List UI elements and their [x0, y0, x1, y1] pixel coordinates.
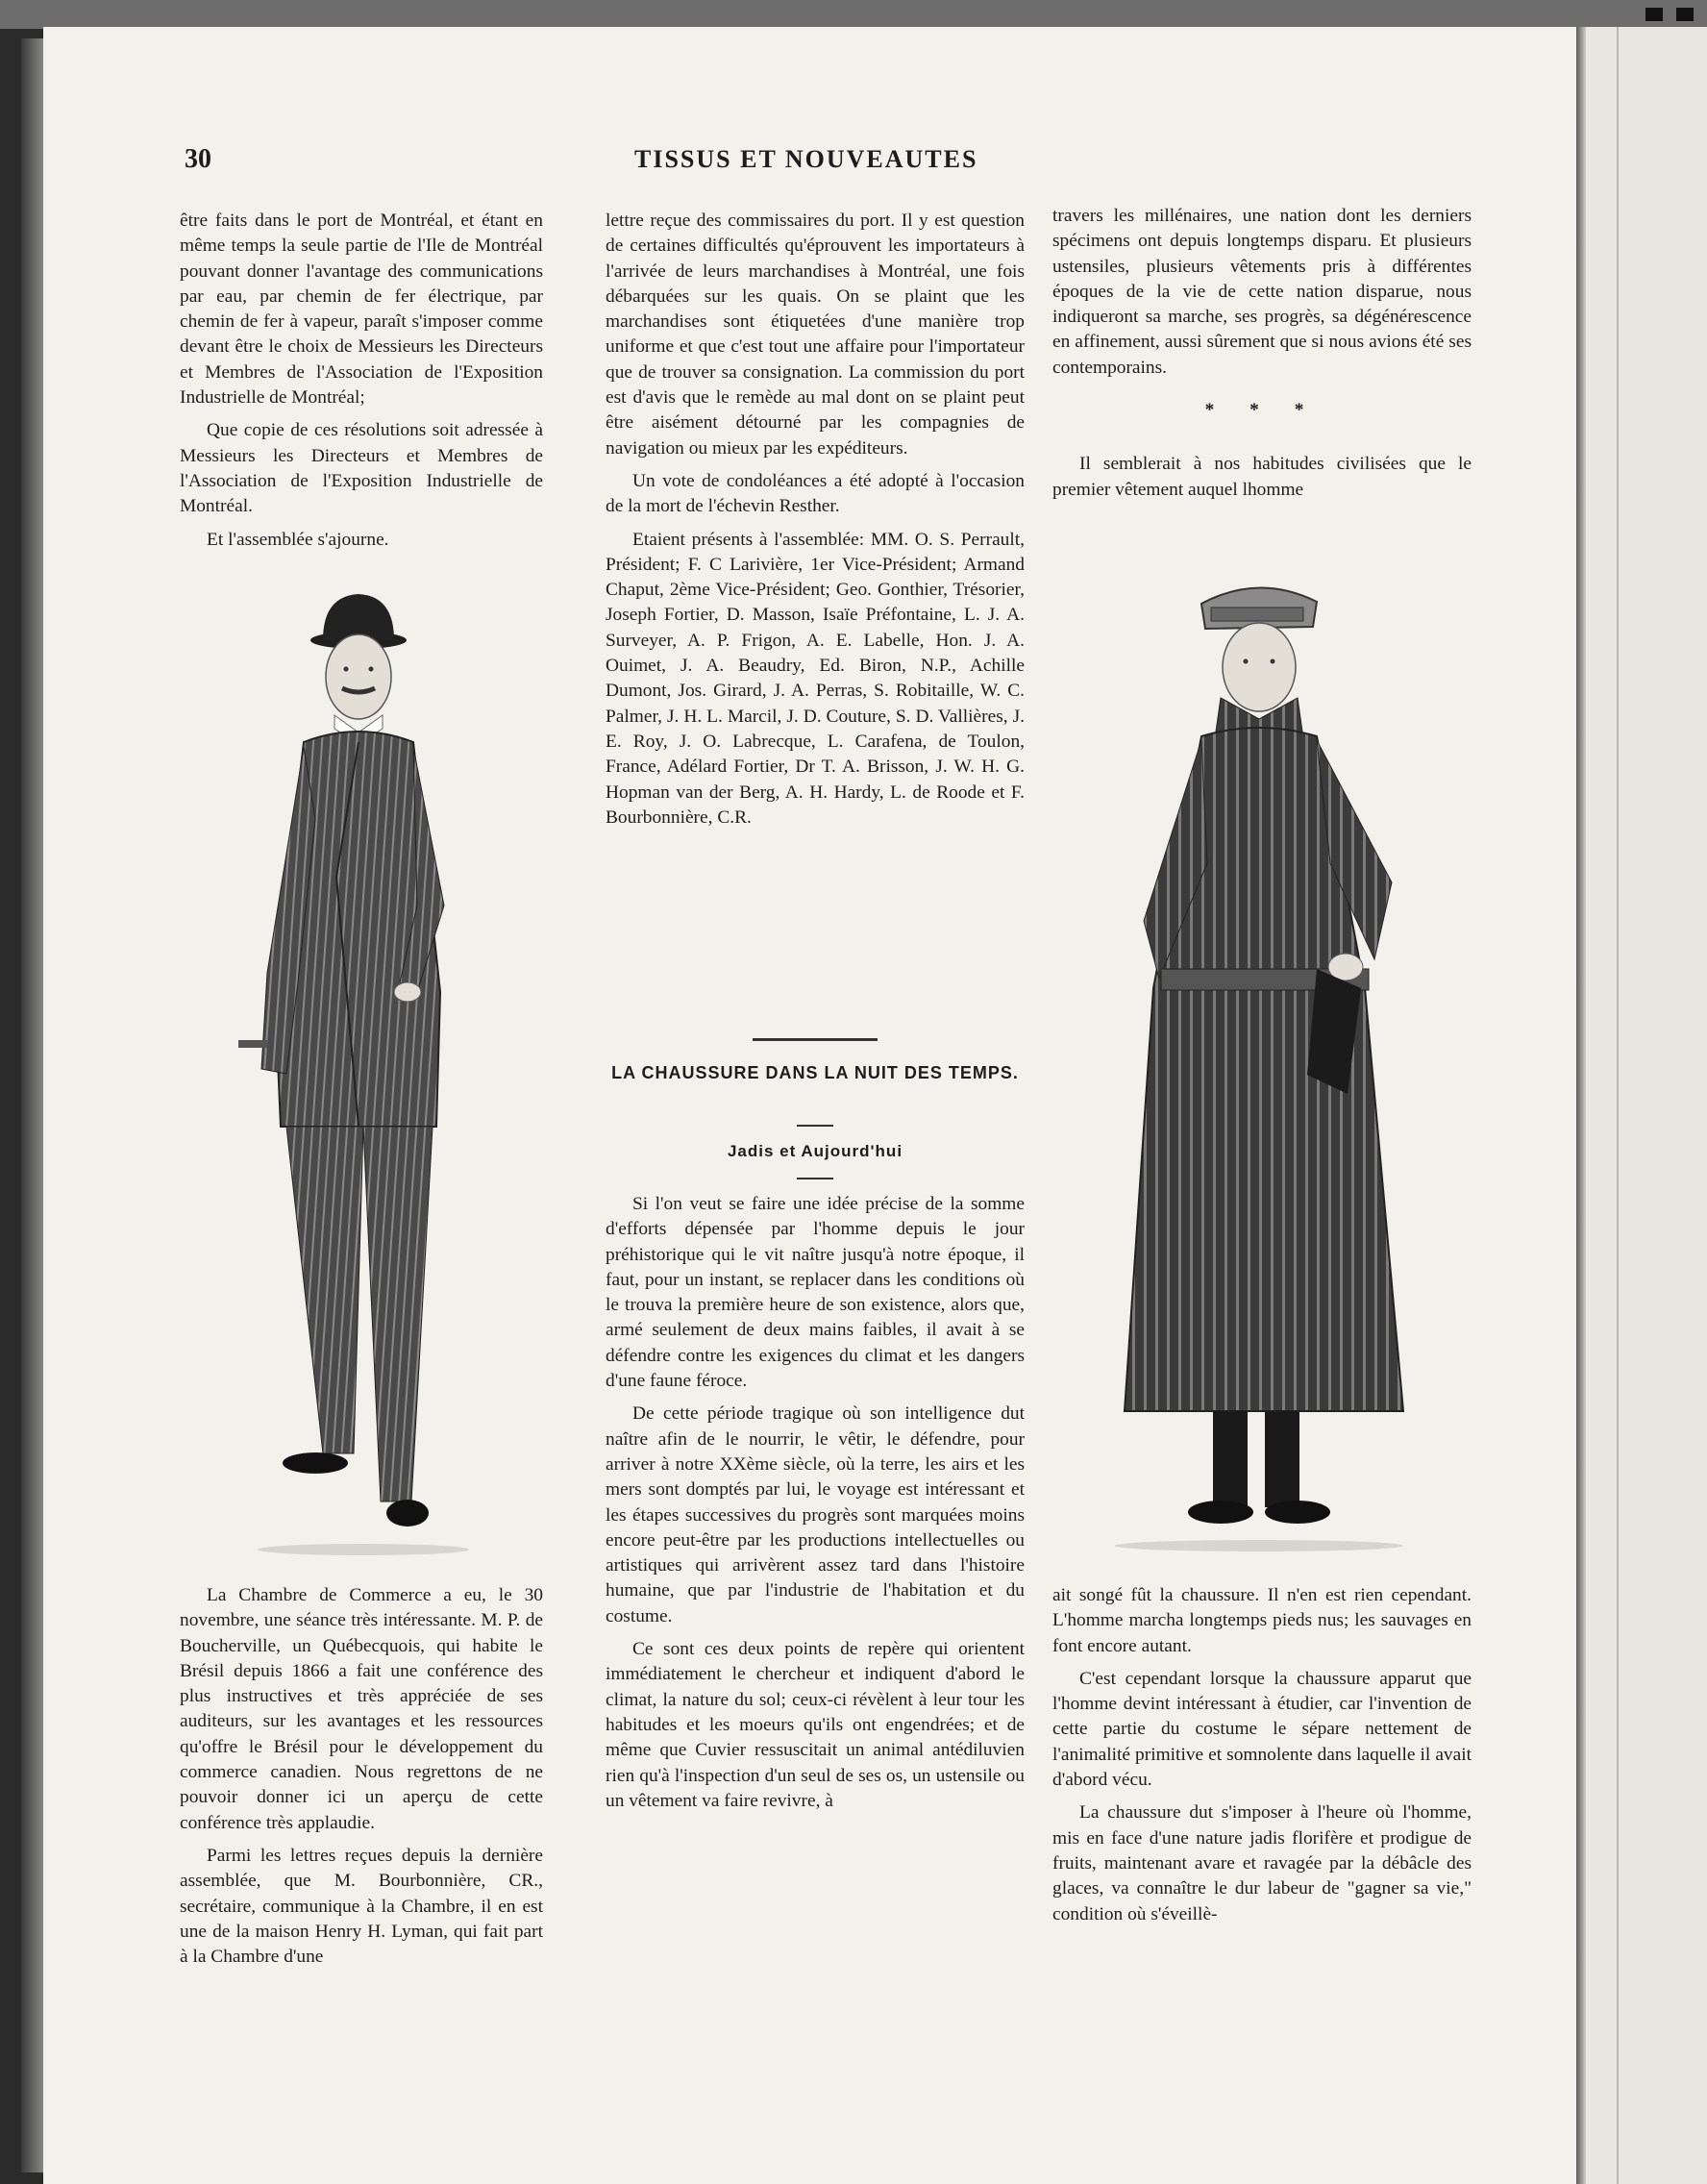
- column-2-top: [606, 209, 1025, 838]
- page-edge-line: [1617, 27, 1619, 2184]
- paragraph: Parmi les lettres reçues depuis la dernière assemblée, que M. Bourbonnière, CR., secrétaire, communique à la Chambre, il en est une de la maison Henry H. Lyman, qui fait part à la Chambre d'une: [180, 1845, 543, 1968]
- paragraph: Un vote de condoléances a été adopté à l'occasion de la mort de l'échevin Resther.: [606, 470, 1025, 517]
- paragraph: Que copie de ces résolutions soit adressée à Messieurs les Directeurs et Membres de l'Association de l'Exposition Industrielle de Montréal.: [180, 420, 543, 517]
- section-break-stars: * * *: [1204, 400, 1320, 421]
- paragraph: La chaussure dut s'imposer à l'heure où l'homme, mis en face d'une nature jadis florifère et prodigue de fruits, maintenant avare et ravagée par la débâcle des glaces, va connaître le dur labeur de "gagner sa vie," condition où s'éveillè-: [1052, 1802, 1472, 1924]
- paragraph: être faits dans le port de Montréal, et étant en même temps la seule partie de l'Ile de Montréal pouvant donner l'avantage des communications par eau, par chemin de fer électrique, par chemin de fer à vapeur, paraît s'imposer comme devant être le choix de Messieurs les Directeurs et Membres de l'Association de l'Exposition Industrielle de Montréal;: [180, 211, 543, 409]
- running-title: TISSUS ET NOUVEAUTES: [634, 145, 978, 173]
- next-page-edge: [1576, 27, 1707, 2184]
- article-subheadline: Jadis et Aujourd'hui: [727, 1142, 903, 1160]
- illustration-man-in-overcoat: [1086, 575, 1451, 1575]
- paragraph: Etaient présents à l'assemblée: MM. O. S. Perrault, Président; F. C Larivière, 1er Vice-Président; Armand Chaput, 2ème Vice-Président; Geo. Gonthier, Trésorier, Joseph Fortier, D. Masson, Isaïe Préfontaine, L. J. A. Surveyer, A. P. Frigon, A. E. Labelle, Hon. J. A. Ouimet, J. A. Beaudry, Ed. Biron, N.P., Achille Dumont, Jos. Girard, J. A. Perras, S. Robitaille, W. C. Palmer, J. H. L. Marcil, J. D. Couture, S. D. Vallières, J. E. Roy, J. O. Labrecque, L. Carafena, de Toulon, France, Adélard Fortier, Dr T. A. Brisson, J. W. H. G. Hopman van der Berg, A. H. Hardy, L. de Roode et F. Bourbonnière, C.R.: [606, 529, 1025, 828]
- paragraph: Ce sont ces deux points de repère qui orientent immédiatement le chercheur et indiquent d'abord le climat, la nature du sol; ceux-ci révèlent à leur tour les habitudes et les moeurs qu'ils ont engendrées; et de même que Cuvier ressuscitait un animal antédiluvien rien qu'à l'inspection d'un seul de ses os, un ustensile ou un vêtement va faire revivre, à: [606, 1639, 1025, 1811]
- paragraph: ait songé fût la chaussure. Il n'en est rien cependant. L'homme marcha longtemps pieds nus; les sauvages en font encore autant.: [1052, 1585, 1472, 1656]
- column-1-top: [180, 209, 543, 560]
- paragraph: Si l'on veut se faire une idée précise de la somme d'efforts dépensée par l'homme depuis le jour préhistorique qui le vit naître jusqu'à notre époque, il faut, pour un instant, se replacer dans les conditions où le trouva la première heure de son existence, alors que, armé seulement de deux mains faibles, il avait à se défendre contre les exigences du climat et les dangers d'une faune féroce.: [606, 1194, 1025, 1392]
- illustration-man-in-suit: [219, 588, 498, 1578]
- scan-mark: [1676, 8, 1694, 21]
- paragraph: Il semblerait à nos habitudes civilisées que le premier vêtement auquel lhomme: [1052, 454, 1472, 500]
- paragraph: C'est cependant lorsque la chaussure apparut que l'homme devint intéressant à étudier, car l'invention de cette partie du costume le sépare nettement de l'animalité primitive et somnolente dans laquelle il avait d'abord vécu.: [1052, 1668, 1472, 1791]
- paragraph: La Chambre de Commerce a eu, le 30 novembre, une séance très intéressante. M. P. de Boucherville, un Québecquois, qui habite le Brésil depuis 1866 a fait une conférence des plus instructives et très appréciée de ses auditeurs, sur les avantages et les ressources qu'offre le Brésil pour le développement du commerce canadien. Nous regrettons de ne pouvoir donner ici un aperçu de cette conférence très applaudie.: [180, 1585, 543, 1833]
- paragraph: travers les millénaires, une nation dont les derniers spécimens ont depuis longtemps disparu. Et plusieurs ustensiles, plusieurs vêtements pris à différentes époques de la vie de cette nation disparue, nous indiqueront sa marche, ses progrès, sa dégénérescence en affinement, aussi sûrement que si nous avions été ses contemporains.: [1052, 206, 1472, 378]
- column-1-bottom: [180, 1583, 543, 1977]
- scan-top-strip: [0, 0, 1707, 29]
- scan-mark: [1645, 8, 1663, 21]
- paragraph: lettre reçue des commissaires du port. Il y est question de certaines difficultés qu'éprouvent les importateurs à l'arrivée de leurs marchandises à Montréal, une fois débarquées sur les quais. On se plaint que les marchandises sont étiquetées d'une manière trop uniforme et que c'est tout une affaire pour l'importateur que de trouver sa consignation. La commission du port est d'avis que le remède au mal dont on se plaint peut être aisément détourné par les compagnies de navigation ou mieux par les expéditeurs.: [606, 211, 1025, 459]
- column-3-top: [1052, 204, 1472, 510]
- headline-rule: [797, 1125, 833, 1127]
- page-number: 30: [185, 144, 211, 174]
- paragraph: Et l'assemblée s'ajourne.: [207, 529, 389, 550]
- subheadline-rule: [797, 1178, 833, 1179]
- article-body: [606, 1192, 1025, 1822]
- page-fold: [1576, 27, 1586, 2184]
- article-headline: LA CHAUSSURE DANS LA NUIT DES TEMPS.: [611, 1063, 1019, 1082]
- column-3-bottom: [1052, 1583, 1472, 1935]
- binding-shadow: [21, 38, 44, 2172]
- paragraph: De cette période tragique où son intelligence dut naître afin de le nourrir, le vêtir, le défendre, pour arriver à notre XXème siècle, où la terre, les airs et les mers sont domptés par lui, le voyage est intéressant et les étapes successives du progrès sont marquées moins encore peut-être par les productions intellectuelles ou artistiques qui arrivèrent assez tard dans l'histoire humaine, que par l'industrie de l'habitation et du costume.: [606, 1403, 1025, 1626]
- section-divider: [753, 1038, 878, 1041]
